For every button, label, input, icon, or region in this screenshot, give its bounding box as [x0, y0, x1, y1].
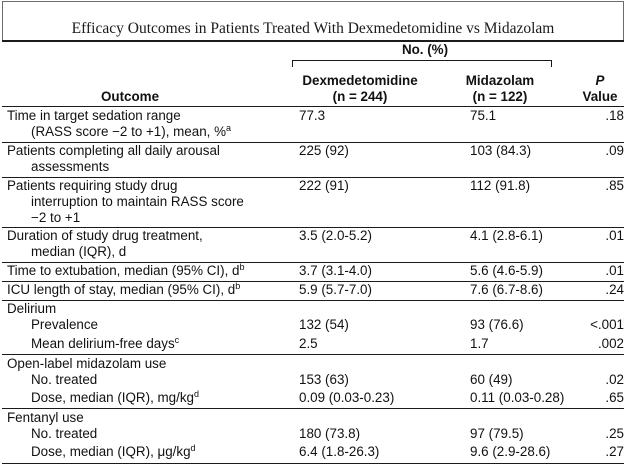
- footnote-marker: b: [235, 281, 241, 291]
- header-dex-n: (n = 244): [332, 89, 388, 104]
- footnote-marker: c: [174, 335, 180, 345]
- header-dex-name: Dexmedetomidine: [302, 73, 418, 88]
- midazolam-value: 97 (79.5): [470, 426, 524, 441]
- footnote-marker: a: [226, 123, 232, 133]
- header-p-value: Value: [582, 89, 618, 104]
- header-group-bracket: [292, 60, 552, 67]
- dex-value: 3.5 (2.0-5.2): [299, 228, 372, 243]
- table-bottom-rule: [2, 463, 624, 464]
- p-value: .09: [605, 143, 624, 158]
- row-label-cont: assessments: [31, 159, 110, 174]
- p-value: <.001: [590, 317, 624, 332]
- dex-value: 5.9 (5.7-7.0): [299, 282, 372, 297]
- dex-value: 77.3: [299, 108, 326, 123]
- row-label-cont: median (IQR), d: [31, 244, 127, 259]
- row-divider: [2, 300, 624, 301]
- midazolam-value: 112 (91.8): [470, 178, 531, 193]
- dex-value: 180 (73.8): [299, 426, 361, 441]
- midazolam-value: 7.6 (6.7-8.6): [470, 282, 543, 297]
- row-label: Patients requiring study drug: [7, 178, 178, 193]
- midazolam-value: 0.11 (0.03-0.28): [470, 390, 565, 405]
- dex-value: 6.4 (1.8-26.3): [299, 444, 380, 459]
- row-label: Time to extubation, median (95% CI), $d^b$: [7, 262, 245, 278]
- dex-value: 2.5: [299, 336, 318, 351]
- midazolam-value: 103 (84.3): [470, 143, 532, 158]
- dex-value: 153 (63): [299, 372, 349, 387]
- p-value: .18: [605, 108, 624, 123]
- row-label: Delirium: [7, 301, 57, 316]
- dex-value: 0.09 (0.03-0.23): [299, 390, 395, 405]
- row-label: Prevalence: [31, 317, 98, 332]
- midazolam-value: 5.6 (4.6-5.9): [470, 263, 543, 278]
- header-mid-n: (n = 122): [472, 89, 528, 104]
- p-value: .02: [605, 372, 624, 387]
- dex-value: 225 (92): [299, 143, 349, 158]
- row-label-cont: (RASS score −2 to +1), mean, %$^a$: [31, 123, 232, 139]
- header-group-label: No. (%): [401, 42, 449, 57]
- footnote-marker: d: [190, 443, 196, 453]
- row-label: No. treated: [31, 372, 98, 387]
- row-label: Patients completing all daily arousal: [7, 143, 220, 158]
- dex-value: 222 (91): [299, 178, 349, 193]
- dex-value: 3.7 (3.1-4.0): [299, 263, 372, 278]
- row-divider: [2, 354, 624, 355]
- p-value: .01: [605, 263, 624, 278]
- midazolam-value: 1.7: [470, 336, 489, 351]
- row-label: Time in target sedation range: [7, 108, 181, 123]
- table-title: Efficacy Outcomes in Patients Treated With Dexmedetomidine vs Midazolam: [71, 20, 555, 37]
- p-value: .65: [605, 390, 624, 405]
- row-label: Fentanyl use: [7, 410, 84, 425]
- midazolam-value: 4.1 (2.8-6.1): [470, 228, 543, 243]
- midazolam-value: 9.6 (2.9-28.6): [470, 444, 551, 459]
- footnote-marker: d: [193, 389, 199, 399]
- header-p: P: [595, 73, 605, 88]
- midazolam-value: 93 (76.6): [470, 317, 524, 332]
- p-value: .25: [605, 426, 624, 441]
- title-box: [2, 1, 624, 42]
- p-value: .002: [597, 336, 624, 351]
- header-rule: [2, 106, 624, 107]
- row-label: No. treated: [31, 426, 98, 441]
- midazolam-value: 60 (49): [470, 372, 513, 387]
- p-value: .24: [605, 282, 624, 297]
- header-outcome: Outcome: [101, 89, 160, 104]
- p-value: .85: [605, 178, 624, 193]
- header-mid-name: Midazolam: [465, 73, 535, 88]
- row-label-cont: −2 to +1: [31, 210, 81, 225]
- p-value: .27: [605, 444, 624, 459]
- row-label: Dose, median (IQR), $mg/kg^d$: [31, 389, 199, 405]
- row-label: Dose, median (IQR), $\mu g/kg^d$: [31, 443, 196, 459]
- midazolam-value: 75.1: [470, 108, 497, 123]
- row-label-cont: interruption to maintain RASS score: [31, 194, 244, 209]
- row-divider: [2, 408, 624, 409]
- p-value: .01: [605, 228, 624, 243]
- row-label: ICU length of stay, median (95% CI), $d^b$: [7, 281, 241, 297]
- row-label: Mean delirium-free days$^c$: [31, 335, 180, 351]
- dex-value: 132 (54): [299, 317, 349, 332]
- footnote-marker: b: [239, 262, 245, 272]
- row-label: Duration of study drug treatment,: [7, 228, 203, 243]
- row-label: Open-label midazolam use: [7, 356, 167, 371]
